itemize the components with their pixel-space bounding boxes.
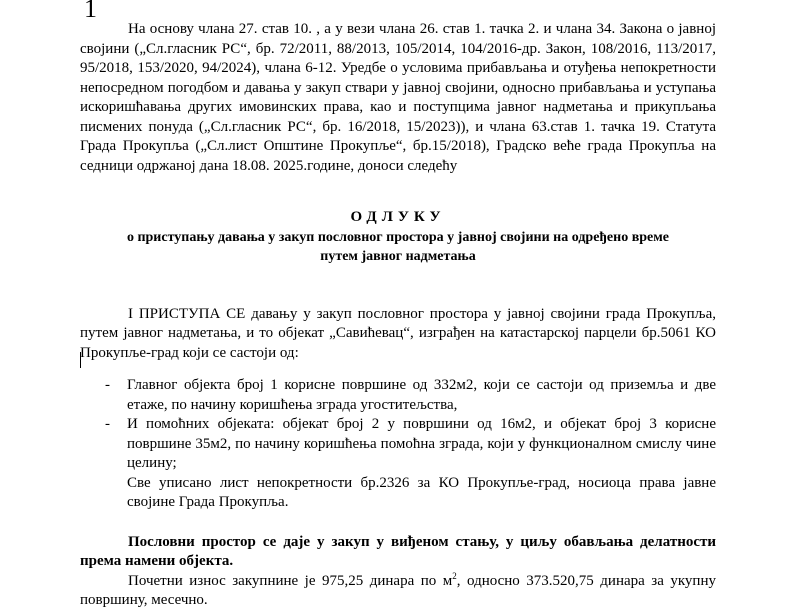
bullet-dash: - xyxy=(105,377,110,393)
list-item-text: И помоћних објеката: објекат број 2 у површини од 16м2, и објекат број 3 корисне површине 35м2, по начину коришћења помоћна зграда, који у функционалном смислу чине целину; xyxy=(127,416,716,471)
decision-subtitle-line-1: о приступању давања у закуп пословног простора у јавној својини на одређено време xyxy=(126,229,670,245)
decision-subtitle-line-2: путем јавног надметања xyxy=(320,248,476,264)
price-text-start: Почетни износ закупнине је 975,25 динара по м xyxy=(128,572,453,589)
decision-title: ОДЛУКУ xyxy=(350,209,446,225)
page-number: 1 xyxy=(84,0,97,23)
decision-title-block xyxy=(80,208,716,266)
list-item-text: Главног објекта број 1 корисне површине од 332м2, који се састоји од приземља и две етаже, по начину коришћења зграда угоститељства, xyxy=(127,377,716,413)
registry-note: Све уписано лист непокретности бр.2326 за КО Прокупље-град, носиоца права јавне својине Града Прокупља. xyxy=(127,474,716,510)
section-one-paragraph: I ПРИСТУПА СЕ давању у закуп пословног простора у јавној својини града Прокупља, путем јавног надметања, и то објекат „Савићевац“, изграђен на катастарској парцели бр.5061 КО Прокупље-град који се састоји од: xyxy=(80,305,716,361)
condition-paragraph: Пословни простор се даје у закуп у виђеном стању, у циљу обављања делатности према намени објекта. xyxy=(80,533,716,569)
price-paragraph xyxy=(80,572,716,611)
list-item xyxy=(80,415,716,474)
document-body xyxy=(80,20,716,611)
price-unit-superscript: 2 xyxy=(452,570,457,581)
bullet-dash: - xyxy=(105,416,110,432)
list-item xyxy=(80,376,716,415)
preamble-paragraph: На основу члана 27. став 10. , а у вези члана 26. став 1. тачка 2. и члана 34. Закона о јавној својини („Сл.гласник РС“, бр. 72/2011, 88/2013, 105/2014, 104/2016-др. Закон, 108/2016, 113/2017, 95/2018, 153/2020, 94/2024), члана 6-12. Уредбе о условима прибављања и отуђења непокретности непосредном погодбом и давања у закуп ствари у јавној својини, односно прибављања и уступања искоришћавања других имовинских права, као и поступцима јавног надметања и прикупљања писмених понуда („Сл.гласник РС“, бр. 16/2018, 15/2023)), и члана 63.став 1. тачка 19. Статута Града Прокупља („Сл.лист Општине Прокупље“, бр.15/2018), Градско веће града Прокупља на седници одржаној дана 18.08. 2025.године, доноси следећу xyxy=(80,21,716,174)
price-text-end: , односно 373.520,75 динара за укупну површину, месечно. xyxy=(80,572,716,608)
object-list xyxy=(80,376,716,474)
